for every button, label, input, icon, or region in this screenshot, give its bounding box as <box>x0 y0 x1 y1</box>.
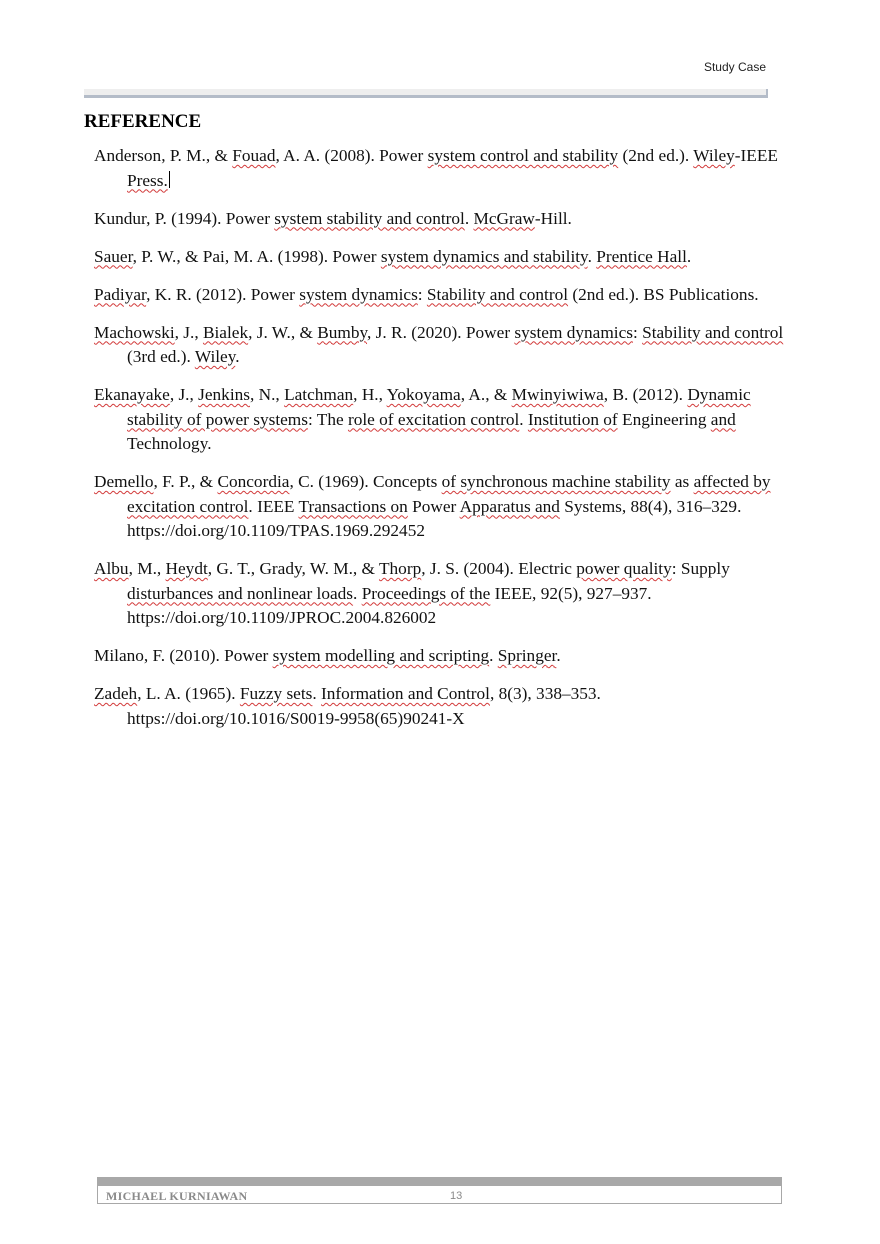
spellcheck-word: system dynamics <box>514 322 633 342</box>
reference-text: : The <box>307 409 348 429</box>
reference-text: (2nd ed.). <box>618 146 694 165</box>
spellcheck-word: Wiley <box>693 146 735 165</box>
reference-text: , G. T., Grady, W. M., & <box>207 559 379 578</box>
reference-text: . <box>587 246 597 266</box>
spellcheck-word: Machowski <box>94 322 175 342</box>
reference-text: : <box>632 322 643 342</box>
reference-text: Engineering <box>617 409 711 429</box>
spellcheck-word: system control and stability <box>427 146 619 165</box>
reference-text: . IEEE <box>248 496 299 516</box>
reference-text: (2nd ed.). BS Publications. <box>568 284 759 304</box>
reference-text: -Hill. <box>534 208 572 228</box>
reference-item[interactable] <box>94 283 790 308</box>
spellcheck-word: Wiley <box>194 347 236 366</box>
reference-text: , P. W., & Pai, M. A. (1998). Power <box>132 246 381 266</box>
reference-text: Systems, 88(4), 316–329. https://doi.org/10.1109/TPAS.1969.292452 <box>127 496 742 540</box>
reference-text: : <box>417 284 427 304</box>
reference-list <box>94 144 790 745</box>
reference-text: , J. W., & <box>248 322 318 342</box>
reference-text: , A. A. (2008). Power <box>275 146 428 165</box>
spellcheck-word: Fuzzy sets <box>239 684 313 703</box>
reference-text: as <box>670 472 694 491</box>
spellcheck-word: Springer <box>497 646 557 665</box>
spellcheck-word: Zadeh <box>94 684 138 703</box>
reference-item[interactable] <box>94 682 790 731</box>
spellcheck-word: Sauer <box>94 246 133 266</box>
reference-item[interactable] <box>94 557 790 631</box>
reference-text: , 8(3), 338–353. https://doi.org/10.1016/S0019-9958(65)90241-X <box>127 684 601 728</box>
reference-text: . <box>556 646 561 665</box>
spellcheck-word: Fouad <box>232 146 276 165</box>
reference-text: , C. (1969). Concepts <box>289 472 442 491</box>
reference-text: , J. S. (2004). Electric <box>421 559 577 578</box>
spellcheck-word: Jenkins <box>198 385 250 404</box>
spellcheck-word: Demello <box>94 472 154 491</box>
reference-text: IEEE, 92(5), 927–937. https://doi.org/10.1109/JPROC.2004.826002 <box>127 583 652 627</box>
reference-item[interactable] <box>94 245 790 270</box>
reference-text: Anderson, P. M., & <box>94 146 233 165</box>
spellcheck-word: system dynamics and stability <box>380 246 588 266</box>
reference-text: , A., & <box>460 385 512 404</box>
reference-text: . <box>464 208 474 228</box>
spellcheck-word: Mwinyiwiwa <box>511 385 604 404</box>
reference-item[interactable] <box>94 644 790 669</box>
reference-text: . <box>519 409 528 429</box>
reference-text: . <box>312 684 322 703</box>
spellcheck-word: power quality <box>576 559 672 578</box>
reference-text: -IEEE <box>734 146 778 165</box>
reference-text: , H., <box>353 385 387 404</box>
reference-text: : Supply <box>671 559 730 578</box>
spellcheck-word: of synchronous machine stability <box>441 472 671 491</box>
spellcheck-word: Proceedings of the <box>361 583 491 603</box>
footer-author: MICHAEL KURNIAWAN <box>106 1189 248 1203</box>
spellcheck-word: Information and Control <box>321 684 490 703</box>
footer-bar <box>97 1177 782 1186</box>
spellcheck-word: affected by excitation control <box>127 472 771 516</box>
reference-text: , M., <box>128 559 166 578</box>
spellcheck-word: Padiyar <box>94 284 147 304</box>
spellcheck-word: system modelling and scripting <box>272 646 490 665</box>
reference-text: . <box>686 246 692 266</box>
header-rule <box>84 89 766 98</box>
reference-item[interactable] <box>94 207 790 232</box>
spellcheck-word: Transactions on <box>298 496 408 516</box>
spellcheck-word: disturbances and nonlinear loads <box>127 583 354 603</box>
spellcheck-word: McGraw <box>473 208 535 228</box>
reference-item[interactable] <box>94 144 790 193</box>
header-label: Study Case <box>703 60 766 74</box>
page-number: 13 <box>450 1190 463 1202</box>
spellcheck-word: Stability and control <box>426 284 569 304</box>
reference-heading: REFERENCE <box>84 111 202 132</box>
reference-text: , F. P., & <box>153 472 218 491</box>
reference-text: . <box>489 646 498 665</box>
spellcheck-word: Ekanayake <box>94 385 170 404</box>
reference-text: (3rd ed.). <box>127 347 195 366</box>
spellcheck-word: Press. <box>127 170 168 190</box>
spellcheck-word: Bumby <box>317 322 368 342</box>
reference-text: , B. (2012). <box>603 385 688 404</box>
text-cursor <box>169 171 170 188</box>
reference-text: Kundur, P. (1994). Power <box>94 208 275 228</box>
reference-text: , L. A. (1965). <box>137 684 240 703</box>
reference-text: , J., <box>174 322 203 342</box>
spellcheck-word: role of excitation control <box>347 409 520 429</box>
spellcheck-word: Thorp <box>378 559 422 578</box>
spellcheck-word: Stability and control <box>642 322 784 342</box>
reference-text: , N., <box>249 385 285 404</box>
spellcheck-word: Concordia <box>217 472 290 491</box>
spellcheck-word: Heydt <box>165 559 208 578</box>
spellcheck-word: Yokoyama <box>386 385 461 404</box>
spellcheck-word: Institution of <box>527 409 618 429</box>
reference-text: , K. R. (2012). Power <box>146 284 300 304</box>
reference-item[interactable] <box>94 321 790 370</box>
reference-text: , J. R. (2020). Power <box>367 322 515 342</box>
reference-item[interactable] <box>94 470 790 544</box>
reference-text: . <box>235 347 240 366</box>
reference-text: Technology. <box>127 434 212 453</box>
reference-text: . <box>353 583 362 603</box>
spellcheck-word: Dynamic stability of power systems <box>127 385 751 429</box>
spellcheck-word: system stability and control <box>274 208 465 228</box>
spellcheck-word: Albu <box>94 559 129 578</box>
spellcheck-word: Bialek <box>202 322 249 342</box>
spellcheck-word: and <box>710 409 736 429</box>
spellcheck-word: Prentice Hall <box>596 246 687 266</box>
spellcheck-word: Latchman <box>284 385 354 404</box>
reference-text: Milano, F. (2010). Power <box>94 646 273 665</box>
spellcheck-word: system dynamics <box>299 284 418 304</box>
reference-text: Power <box>407 496 460 516</box>
reference-text: , J., <box>169 385 199 404</box>
reference-item[interactable] <box>94 383 790 457</box>
spellcheck-word: Apparatus and <box>459 496 560 516</box>
